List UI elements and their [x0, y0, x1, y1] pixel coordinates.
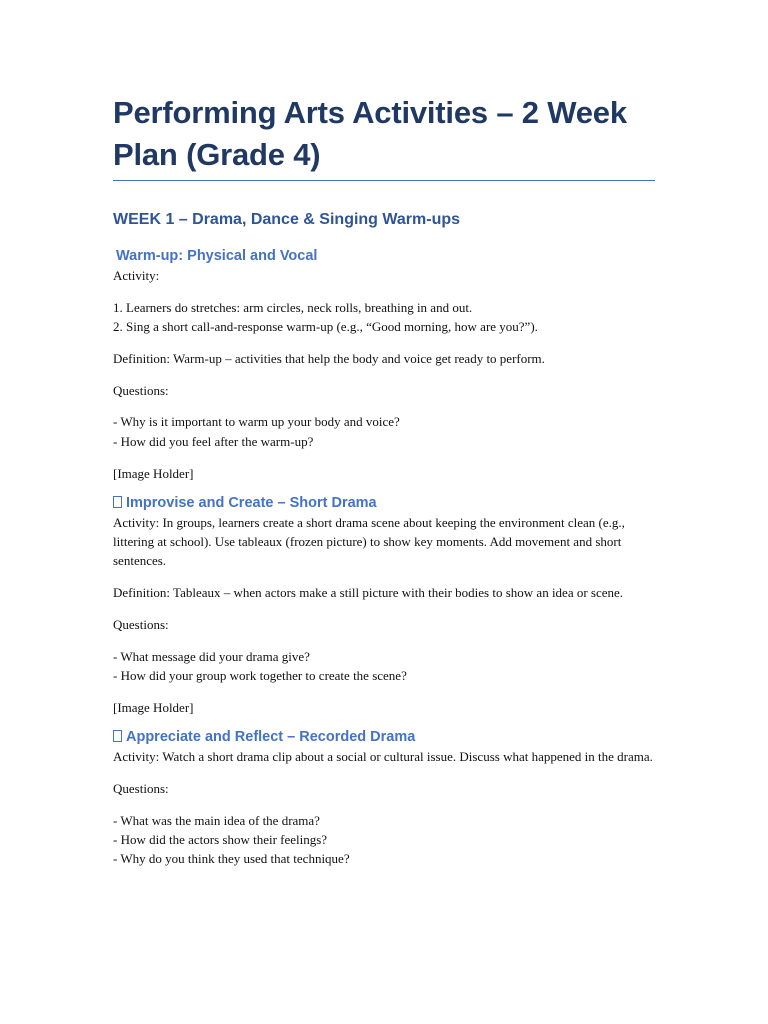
- improvise-questions: [113, 647, 655, 686]
- warmup-step-1: 1. Learners do stretches: arm circles, neck rolls, breathing in and out.: [113, 299, 473, 315]
- document-content: [113, 92, 655, 869]
- warmup-question-1: - Why is it important to warm up your body and voice?: [113, 414, 400, 430]
- warmup-steps: [113, 298, 655, 337]
- warmup-image-holder: [Image Holder]: [113, 465, 194, 481]
- appreciate-questions-label: Questions:: [113, 781, 169, 797]
- improvise-image-holder: [Image Holder]: [113, 699, 194, 715]
- appreciate-question-1: - What was the main idea of the drama?: [113, 812, 320, 828]
- appreciate-question-2: - How did the actors show their feelings?: [113, 832, 328, 848]
- appreciate-question-3: - Why do you think they used that technique?: [113, 851, 350, 867]
- appreciate-questions: [113, 811, 655, 869]
- appreciate-activity: Activity: Watch a short drama clip about a social or cultural issue. Discuss what happened in the drama.: [113, 749, 653, 765]
- warmup-questions: [113, 412, 655, 451]
- week1-heading: WEEK 1 – Drama, Dance & Singing Warm-ups: [113, 211, 461, 228]
- improvise-question-2: - How did your group work together to create the scene?: [113, 668, 407, 684]
- missing-glyph-icon: [113, 496, 122, 508]
- improvise-question-1: - What message did your drama give?: [113, 648, 310, 664]
- appreciate-heading: [113, 727, 655, 747]
- improvise-questions-label: Questions:: [113, 617, 169, 633]
- warmup-questions-label: Questions:: [113, 382, 169, 398]
- document-title: Performing Arts Activities – 2 Week Plan (Grade 4): [113, 92, 655, 181]
- improvise-heading: [113, 493, 655, 513]
- warmup-step-2: 2. Sing a short call-and-response warm-up (e.g., “Good morning, how are you?”).: [113, 319, 538, 335]
- improvise-definition: Definition: Tableaux – when actors make a still picture with their bodies to show an idea or scene.: [113, 585, 624, 601]
- warmup-definition: Definition: Warm-up – activities that help the body and voice get ready to perform.: [113, 350, 545, 366]
- warmup-activity-label: Activity:: [113, 268, 160, 283]
- improvise-heading-text: Improvise and Create – Short Drama: [126, 494, 377, 511]
- warmup-question-2: - How did you feel after the warm-up?: [113, 433, 314, 449]
- missing-glyph-icon: [113, 730, 122, 742]
- appreciate-heading-text: Appreciate and Reflect – Recorded Drama: [126, 729, 416, 746]
- improvise-activity: Activity: In groups, learners create a short drama scene about keeping the environment clean (e.g., littering at school). Use tableaux (frozen picture) to show key moments. Add movement and short sentences.: [113, 514, 625, 569]
- warmup-heading: Warm-up: Physical and Vocal: [116, 248, 318, 264]
